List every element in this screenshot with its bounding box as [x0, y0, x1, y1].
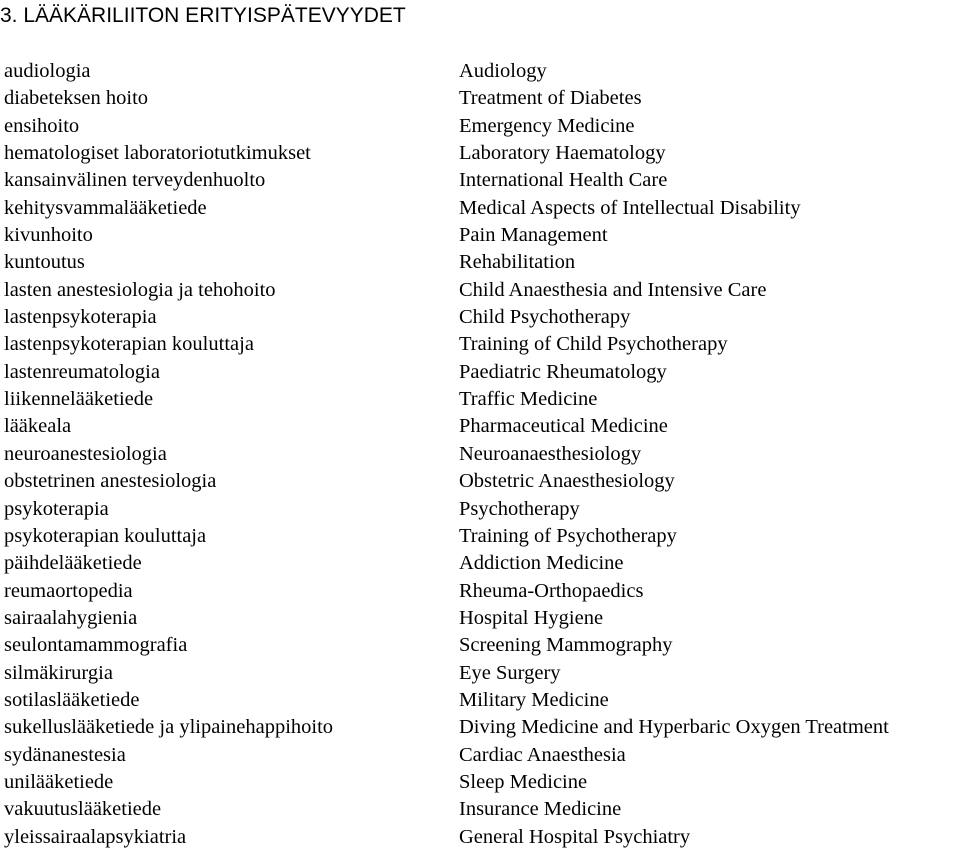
english-term: Psychotherapy [459, 497, 580, 520]
english-term: Training of Child Psychotherapy [459, 333, 728, 356]
english-term: Rheuma-Orthopaedics [459, 579, 644, 602]
finnish-term: kansainvälinen terveydenhuolto [4, 169, 266, 192]
english-term: Medical Aspects of Intellectual Disability [459, 196, 801, 219]
finnish-term: lastenreumatologia [4, 360, 160, 383]
finnish-term: psykoterapia [4, 497, 109, 520]
english-term: Audiology [459, 60, 547, 82]
finnish-term: sairaalahygienia [4, 606, 138, 629]
finnish-term: lastenpsykoterapia [4, 306, 157, 329]
english-term: Insurance Medicine [459, 798, 622, 821]
finnish-term: sukelluslääketiede ja ylipainehappihoito [4, 716, 334, 739]
english-term: Hospital Hygiene [459, 606, 604, 629]
finnish-term: hematologiset laboratoriotutkimukset [4, 142, 311, 165]
english-term: Emergency Medicine [459, 114, 635, 137]
english-term: Pharmaceutical Medicine [459, 415, 668, 438]
english-term: Rehabilitation [459, 251, 576, 274]
english-term: Sleep Medicine [459, 770, 588, 793]
finnish-term: lääkeala [4, 415, 72, 438]
finnish-term: kuntoutus [4, 251, 85, 274]
finnish-term: unilääketiede [4, 770, 114, 793]
finnish-term: vakuutuslääketiede [4, 798, 162, 821]
finnish-term: silmäkirurgia [4, 661, 113, 684]
english-term: Child Psychotherapy [459, 306, 631, 329]
english-term-list [459, 58, 889, 851]
finnish-term-list [4, 58, 333, 851]
finnish-term: yleissairaalapsykiatria [4, 825, 187, 848]
finnish-term: lasten anestesiologia ja tehohoito [4, 278, 276, 301]
english-term: General Hospital Psychiatry [459, 825, 691, 848]
finnish-term: sydänanestesia [4, 743, 126, 766]
english-term: Neuroanaesthesiology [459, 442, 642, 465]
finnish-term: audiologia [4, 60, 91, 82]
finnish-term: liikennelääketiede [4, 388, 154, 411]
english-term: Military Medicine [459, 688, 609, 711]
english-term: Screening Mammography [459, 634, 673, 657]
english-term: Training of Psychotherapy [459, 524, 677, 547]
finnish-term: kehitysvammalääketiede [4, 196, 207, 219]
finnish-term: neuroanestesiologia [4, 442, 167, 465]
section-title: 3. LÄÄKÄRILIITON ERITYISPÄTEVYYDET [0, 4, 406, 27]
english-term: Paediatric Rheumatology [459, 360, 667, 383]
finnish-term: reumaortopedia [4, 579, 133, 602]
finnish-term: diabeteksen hoito [4, 87, 149, 110]
finnish-term: psykoterapian kouluttaja [4, 524, 207, 547]
english-term: Addiction Medicine [459, 552, 624, 575]
finnish-term: ensihoito [4, 114, 80, 137]
english-term: Treatment of Diabetes [459, 87, 642, 110]
english-term: Traffic Medicine [459, 388, 598, 411]
english-term: Cardiac Anaesthesia [459, 743, 626, 766]
english-term: International Health Care [459, 169, 668, 192]
finnish-term: kivunhoito [4, 224, 93, 247]
english-term: Eye Surgery [459, 661, 561, 684]
english-term: Laboratory Haematology [459, 142, 666, 165]
finnish-term: päihdelääketiede [4, 552, 142, 575]
finnish-term: seulontamammografia [4, 634, 188, 657]
finnish-term: sotilaslääketiede [4, 688, 140, 711]
finnish-term: obstetrinen anestesiologia [4, 470, 217, 493]
english-term: Diving Medicine and Hyperbaric Oxygen Treatment [459, 716, 889, 739]
english-term: Obstetric Anaesthesiology [459, 470, 675, 493]
english-term: Pain Management [459, 224, 608, 247]
english-term: Child Anaesthesia and Intensive Care [459, 278, 767, 301]
finnish-term: lastenpsykoterapian kouluttaja [4, 333, 254, 356]
